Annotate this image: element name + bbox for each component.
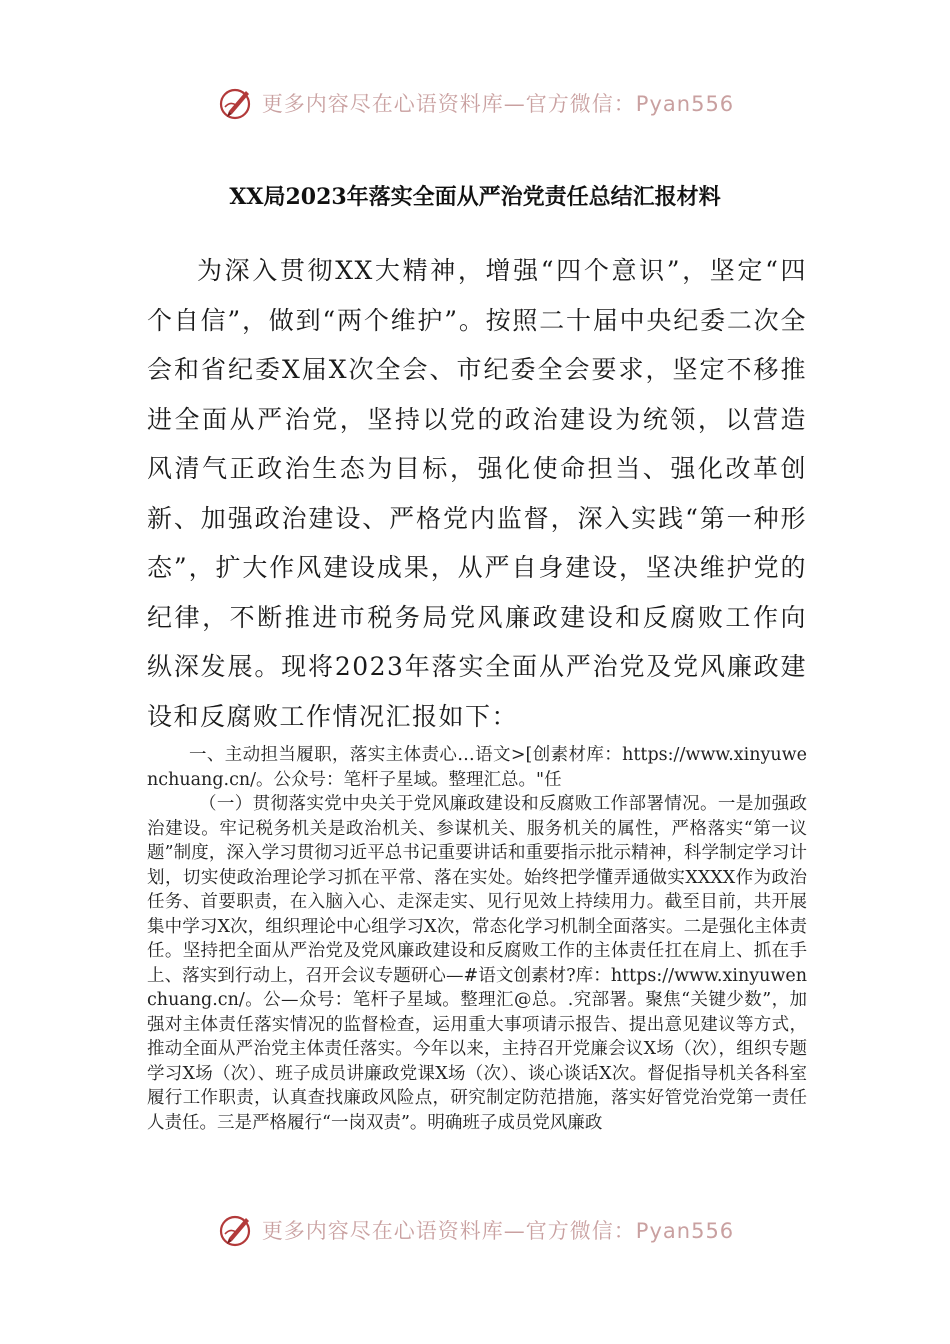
watermark-footer xyxy=(0,1205,950,1255)
section-heading-1: 一、主动担当履职，落实主体责心…语文>[创素材库：https://www.xinyuwenchuang.cn/。公众号：笔杆子星域。整理汇总。"任 xyxy=(147,745,807,790)
intro-paragraph: 为深入贯彻XX大精神，增强“四个意识”，坚定“四个自信”，做到“两个维护”。按照二十届中央纪委二次全会和省纪委X届X次全会、市纪委全会要求，坚定不移推进全面从严治党，坚持以党的政治建设为统领，以营造风清气正政治生态为目标，强化使命担当、强化改革创新、加强政治建设、严格党内监督，深入实践“第一种形态”，扩大作风建设成果，从严自身建设，坚决维护党的纪律，不断推进市税务局党风廉政建设和反腐败工作向纵深发展。现将2023年落实全面从严治党及党风廉政建设和反腐败工作情况汇报如下： xyxy=(147,256,807,731)
watermark-text: 更多内容尽在心语资料库—官方微信：Pyan556 xyxy=(261,1219,735,1243)
watermark-text: 更多内容尽在心语资料库—官方微信：Pyan556 xyxy=(261,92,735,116)
pen-logo-icon xyxy=(216,1210,256,1250)
watermark-header xyxy=(0,78,950,128)
pen-logo-icon xyxy=(216,83,256,123)
section-paragraph-1: （一）贯彻落实党中央关于党风廉政建设和反腐败工作部署情况。一是加强政治建设。牢记税务机关是政治机关、参谋机关、服务机关的属性，严格落实“第一议题”制度，深入学习贯彻习近平总书记重要讲话和重要指示批示精神，科学制定学习计划，切实使政治理论学习抓在平常、落在实处。始终把学懂弄通做实XXXX作为政治任务、首要职责，在入脑入心、走深走实、见行见效上持续用力。截至目前，共开展集中学习X次，组织理论中心组学习X次，常态化学习机制全面落实。二是强化主体责任。坚持把全面从严治党及党风廉政建设和反腐败工作的主体责任扛在肩上、抓在手上、落实到行动上，召开会议专题研心—#语文创素材?库：https://www.xinyuwenchuang.cn/。公—众号：笔杆子星域。整理汇@总。.究部署。聚焦“关键少数”，加强对主体责任落实情况的监督检查，运用重大事项请示报告、提出意见建议等方式，推动全面从严治党主体责任落实。今年以来，主持召开党廉会议X场（次），组织专题学习X场（次）、班子成员讲廉政党课X场（次）、谈心谈话X次。督促指导机关各科室履行工作职责，认真查找廉政风险点，研究制定防范措施，落实好管党治党第一责任人责任。三是严格履行“一岗双责”。明确班子成员党风廉政 xyxy=(147,794,807,1133)
document-title: XX局2023年落实全面从严治党责任总结汇报材料 xyxy=(229,184,721,210)
